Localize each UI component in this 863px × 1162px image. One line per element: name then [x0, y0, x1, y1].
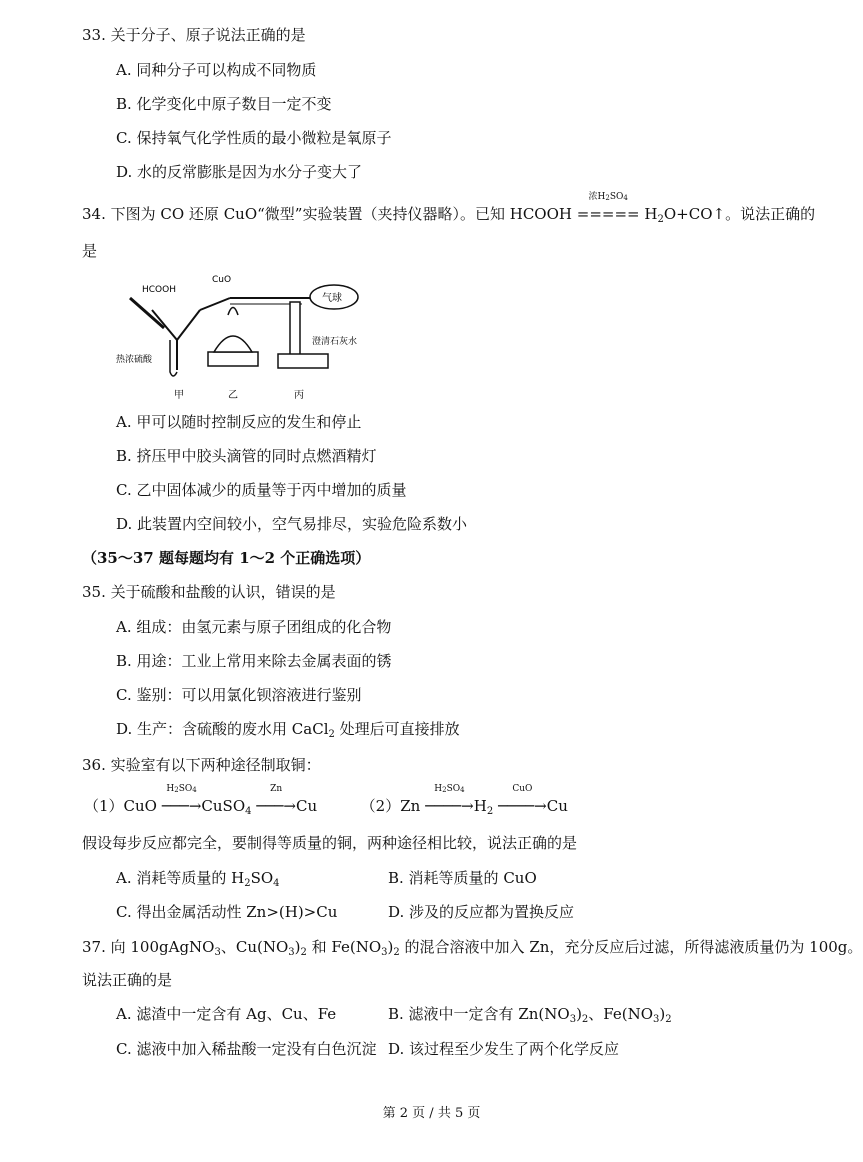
- q33-option-a: A. 同种分子可以构成不同物质: [116, 61, 317, 79]
- q37-stem: 37. 向 100gAgNO$_3$、$Cu(NO_3)_2$ 和 $Fe(NO_3)_2$ 的混合溶液中加入 Zn，充分反应后过滤，所得滤液质量仍为 100g。: [82, 938, 863, 958]
- q34-condition-label: 浓$H_2SO_4$: [588, 192, 628, 202]
- q37-option-a: A. 滤渣中一定含有 Ag、Cu、Fe: [116, 1005, 337, 1023]
- label-bing: 丙: [294, 390, 304, 401]
- label-limewater: 澄清石灰水: [312, 337, 358, 347]
- burner-stand: [208, 352, 258, 366]
- page-footer: 第 2 页 / 共 5 页: [382, 1106, 481, 1121]
- label-hcooh: HCOOH: [142, 285, 176, 295]
- q34-stem: [82, 192, 816, 225]
- route1: （1）CuO $H_2SO_4$ ───→CuSO$_4$ Zn ───→Cu: [84, 784, 322, 817]
- q34-option-a: A. 甲可以随时控制反应的发生和停止: [116, 413, 362, 431]
- q34-stem-part-b: $H_2O+CO↑$。说法正确的: [644, 205, 816, 225]
- q35-stem: 35. 关于硫酸和盐酸的认识，错误的是: [82, 583, 336, 601]
- alcohol-lamp: [214, 336, 252, 352]
- flame: [228, 308, 238, 316]
- q37-option-c: C. 滤液中加入稀盐酸一定没有白色沉淀: [116, 1040, 377, 1058]
- q34-equals-condition: 浓$H_2SO_4$ =====: [576, 192, 640, 223]
- q34-option-d: D. 此装置内空间较小，空气易排尽，实验危险系数小: [116, 515, 468, 533]
- q36-option-a: A. 消耗等质量的 $H_2SO_4$: [116, 869, 280, 889]
- apparatus-figure: [112, 270, 382, 410]
- q36-option-c: C. 得出金属活动性 Zn>(H)>Cu: [116, 903, 338, 921]
- q34-stem-tail: 是: [82, 242, 98, 260]
- section-note: （35～37 题每题均有 1～2 个正确选项）: [82, 549, 371, 567]
- label-yi: 乙: [228, 390, 238, 401]
- q37-option-d: D. 该过程至少发生了两个化学反应: [388, 1040, 620, 1058]
- q37-option-b: B. 滤液中一定含有 $Zn(NO_3)_2$、$Fe(NO_3)_2$: [388, 1005, 672, 1025]
- label-jia: 甲: [174, 390, 184, 401]
- q33-option-c: C. 保持氧气化学性质的最小微粒是氧原子: [116, 129, 392, 147]
- tube-stand: [278, 354, 328, 368]
- q36-assumption: 假设每步反应都完全，要制得等质量的铜，两种途径相比较，说法正确的是: [82, 834, 578, 852]
- q37-stem-tail: 说法正确的是: [82, 971, 173, 989]
- label-cuo: CuO: [212, 275, 232, 285]
- q35-option-a: A. 组成：由氢元素与原子团组成的化合物: [116, 618, 392, 636]
- q36-stem: 36. 实验室有以下两种途径制取铜：: [82, 756, 321, 774]
- dropper: [130, 298, 164, 328]
- test-tube: [290, 302, 300, 360]
- q35-option-d: D. 生产：含硫酸的废水用 CaCl$_2$ 处理后可直接排放: [116, 720, 460, 740]
- q35-option-b: B. 用途：工业上常用来除去金属表面的锈: [116, 652, 392, 670]
- q33-stem: 33. 关于分子、原子说法正确的是: [82, 26, 306, 44]
- label-balloon: 气球: [322, 293, 342, 304]
- q34-stem-part-a: 34. 下图为 CO 还原 CuO“微型”实验装置（夹持仪器略）。已知 HCOOH: [82, 205, 572, 223]
- q35-option-c: C. 鉴别：可以用氯化钡溶液进行鉴别: [116, 686, 362, 704]
- label-acid: 热浓硫酸: [116, 355, 153, 365]
- y-tube: [152, 310, 200, 370]
- route2: （2）Zn $H_2SO_4$ $────\to H_2$ CuO ────→Cu: [360, 784, 568, 817]
- q36-option-d: D. 涉及的反应都为置换反应: [388, 903, 575, 921]
- q34-option-b: B. 挤压甲中胶头滴管的同时点燃酒精灯: [116, 447, 377, 465]
- q33-option-b: B. 化学变化中原子数目一定不变: [116, 95, 332, 113]
- q34-option-c: C. 乙中固体减少的质量等于丙中增加的质量: [116, 481, 407, 499]
- q36-option-b: B. 消耗等质量的 CuO: [388, 869, 537, 887]
- q33-option-d: D. 水的反常膨胀是因为水分子变大了: [116, 163, 363, 181]
- q36-routes: [84, 784, 568, 817]
